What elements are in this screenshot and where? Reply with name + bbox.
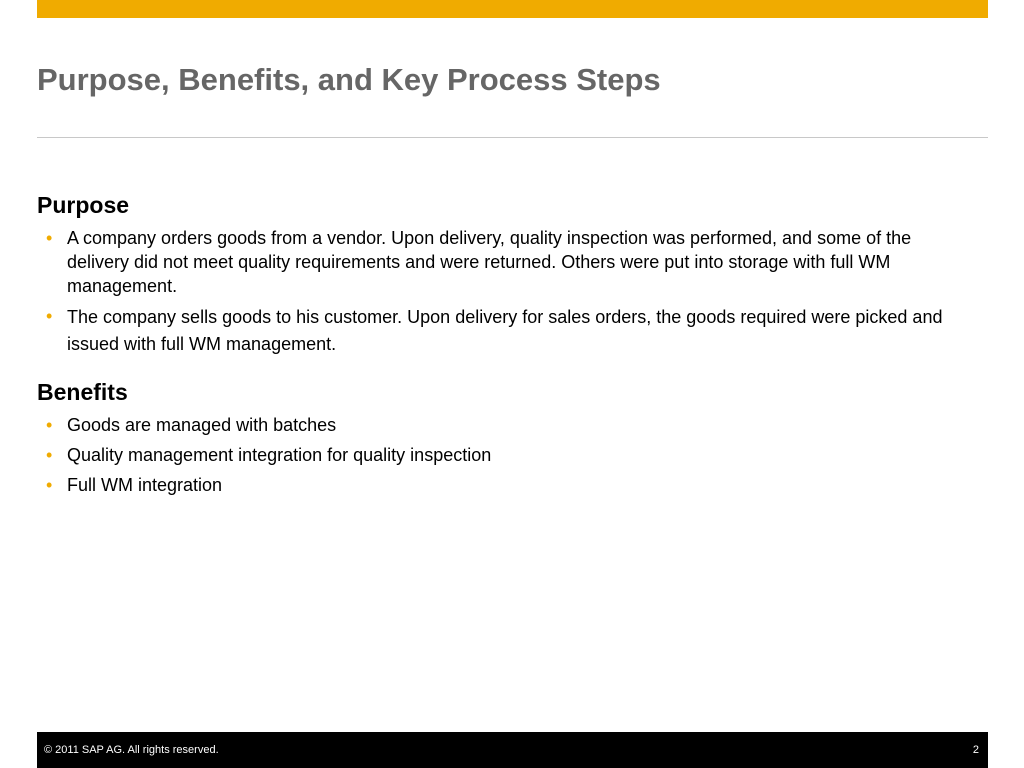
list-item (37, 473, 977, 497)
bullet-icon: • (46, 475, 53, 495)
title-divider (37, 137, 988, 138)
list-item-text: Full WM integration (67, 475, 223, 495)
copyright-text: © 2011 SAP AG. All rights reserved. (44, 744, 219, 756)
list-item (37, 413, 977, 437)
purpose-heading: Purpose (37, 192, 130, 218)
list-item-text: The company sells goods to his customer. Upon delivery for sales orders, the goods required were picked and issued with full WM management. (67, 307, 943, 354)
bullet-icon: • (46, 228, 53, 248)
list-item-text: Quality management integration for quality inspection (67, 445, 492, 465)
list-item (37, 226, 977, 298)
benefits-list (37, 413, 977, 497)
list-item-text: Goods are managed with batches (67, 415, 337, 435)
benefits-heading: Benefits (37, 379, 128, 405)
accent-bar (37, 0, 988, 18)
bullet-icon: • (46, 415, 53, 435)
bullet-icon: • (46, 306, 53, 326)
list-item-text: A company orders goods from a vendor. Upon delivery, quality inspection was performed, and some of the delivery did not meet quality requirements and were returned. Others were put into storage with full WM management. (67, 228, 912, 296)
list-item (37, 304, 977, 358)
slide-title: Purpose, Benefits, and Key Process Steps (37, 62, 661, 97)
list-item (37, 443, 977, 467)
purpose-section (37, 190, 977, 364)
bullet-icon: • (46, 445, 53, 465)
footer-bar (37, 732, 988, 768)
benefits-section (37, 377, 977, 503)
page-number: 2 (972, 744, 979, 756)
purpose-list (37, 226, 977, 358)
